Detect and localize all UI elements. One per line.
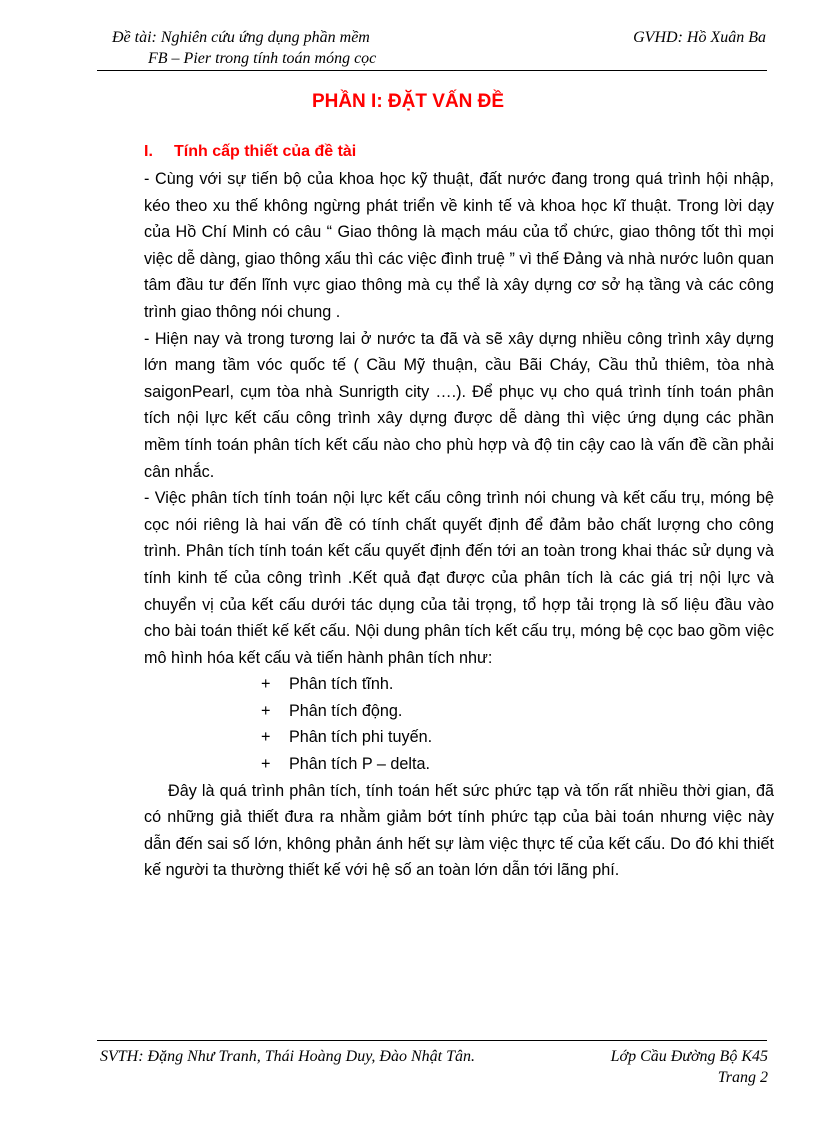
header-divider [97,70,767,71]
footer-class: Lớp Cầu Đường Bộ K45 [610,1048,768,1065]
list-item [144,671,774,698]
paragraph-1: - Cùng với sự tiến bộ của khoa học kỹ thuật, đất nước đang trong quá trình hội nhập, kéo theo xu thế không ngừng phát triển về kinh tế và khoa học kĩ thuật. Trong lời dạy của Hồ Chí Minh có câu “ Giao thông là mạch máu của tổ chức, giao thông tốt thì mọi việc dễ dàng, giao thông xấu thì các việc đình truệ ” vì thế Đảng và nhà nước luôn quan tâm đầu tư đến lĩnh vực giao thông mà cụ thể là xây dựng cơ sở hạ tầng và các công trình giao thông nói chung . [144,170,774,321]
closing-paragraph: Đây là quá trình phân tích, tính toán hết sức phức tạp và tốn rất nhiều thời gian, đã có những giả thiết đưa ra nhằm giảm bớt tính phức tạp của bài toán nhưng việc này dẫn đến sai số lớn, không phản ánh hết sự làm việc thực tế của kết cấu. Do đó khi thiết kế người ta thường thiết kế với hệ số an toàn lớn dẫn tới lãng phí. [144,781,774,880]
paragraph-3: - Việc phân tích tính toán nội lực kết cấu công trình nói chung và kết cấu trụ, móng bệ cọc nói riêng là hai vấn đề có tính chất quyết định để đảm bảo chất lượng cho công trình. Phân tích tính toán kết cấu quyết định đến tới an toàn trong khai thác sử dụng và tính kinh tế của công trình .Kết quả đạt được của phân tích là các giá trị nội lực và chuyển vị của kết cấu dưới tác dụng của tải trọng, tổ hợp tải trọng là số liệu đầu vào cho bài toán thiết kế kết cấu. Nội dung phân tích kết cấu trụ, móng bệ cọc bao gồm việc mô hình hóa kết cấu và tiến hành phân tích như: [144,489,774,667]
list-item-text: Phân tích tĩnh. [289,675,394,694]
page-title: PHẦN I: ĐẶT VẤN ĐỀ [311,91,505,112]
bullet-marker: + [261,728,271,747]
footer-students: SVTH: Đặng Như Tranh, Thái Hoàng Duy, Đào Nhật Tân. [100,1048,475,1065]
list-item-text: Phân tích P – delta. [289,755,430,774]
body-content [144,166,774,884]
list-item [144,698,774,725]
list-item [144,724,774,751]
analysis-list [144,671,774,777]
section-number: I. [144,143,153,160]
header-topic [112,27,376,69]
header-topic-line2: FB – Pier trong tính toán móng cọc [148,50,377,67]
paragraph-2: - Hiện nay và trong tương lai ở nước ta đã và sẽ xây dựng nhiều công trình xây dựng lớn mang tầm vóc quốc tế ( Cầu Mỹ thuận, cầu Bãi Cháy, Cầu thủ thiêm, tòa nhà saigonPearl, cụm tòa nhà Sunrigth city ….). Để phục vụ cho quá trình tính toán phân tích nội lực kết cấu công trình xây dựng được dễ dàng thì việc ứng dụng các phần mềm tính toán phân tích kết cấu nào cho phù hợp và độ tin cậy cao là vấn đề cần phải cân nhắc. [144,329,774,481]
list-item-text: Phân tích động. [289,701,403,720]
bullet-marker: + [261,755,271,774]
list-item [144,751,774,778]
header-advisor: GVHD: Hồ Xuân Ba [633,29,766,46]
section-title: Tính cấp thiết của đề tài [174,143,357,160]
header-topic-line1: Đề tài: Nghiên cứu ứng dụng phần mềm [112,29,370,46]
bullet-marker: + [261,701,271,720]
list-item-text: Phân tích phi tuyến. [289,728,433,747]
page-number: Trang 2 [717,1069,768,1086]
section-heading [144,143,356,161]
footer-divider [97,1040,767,1041]
footer-info [611,1046,768,1088]
bullet-marker: + [261,675,271,694]
